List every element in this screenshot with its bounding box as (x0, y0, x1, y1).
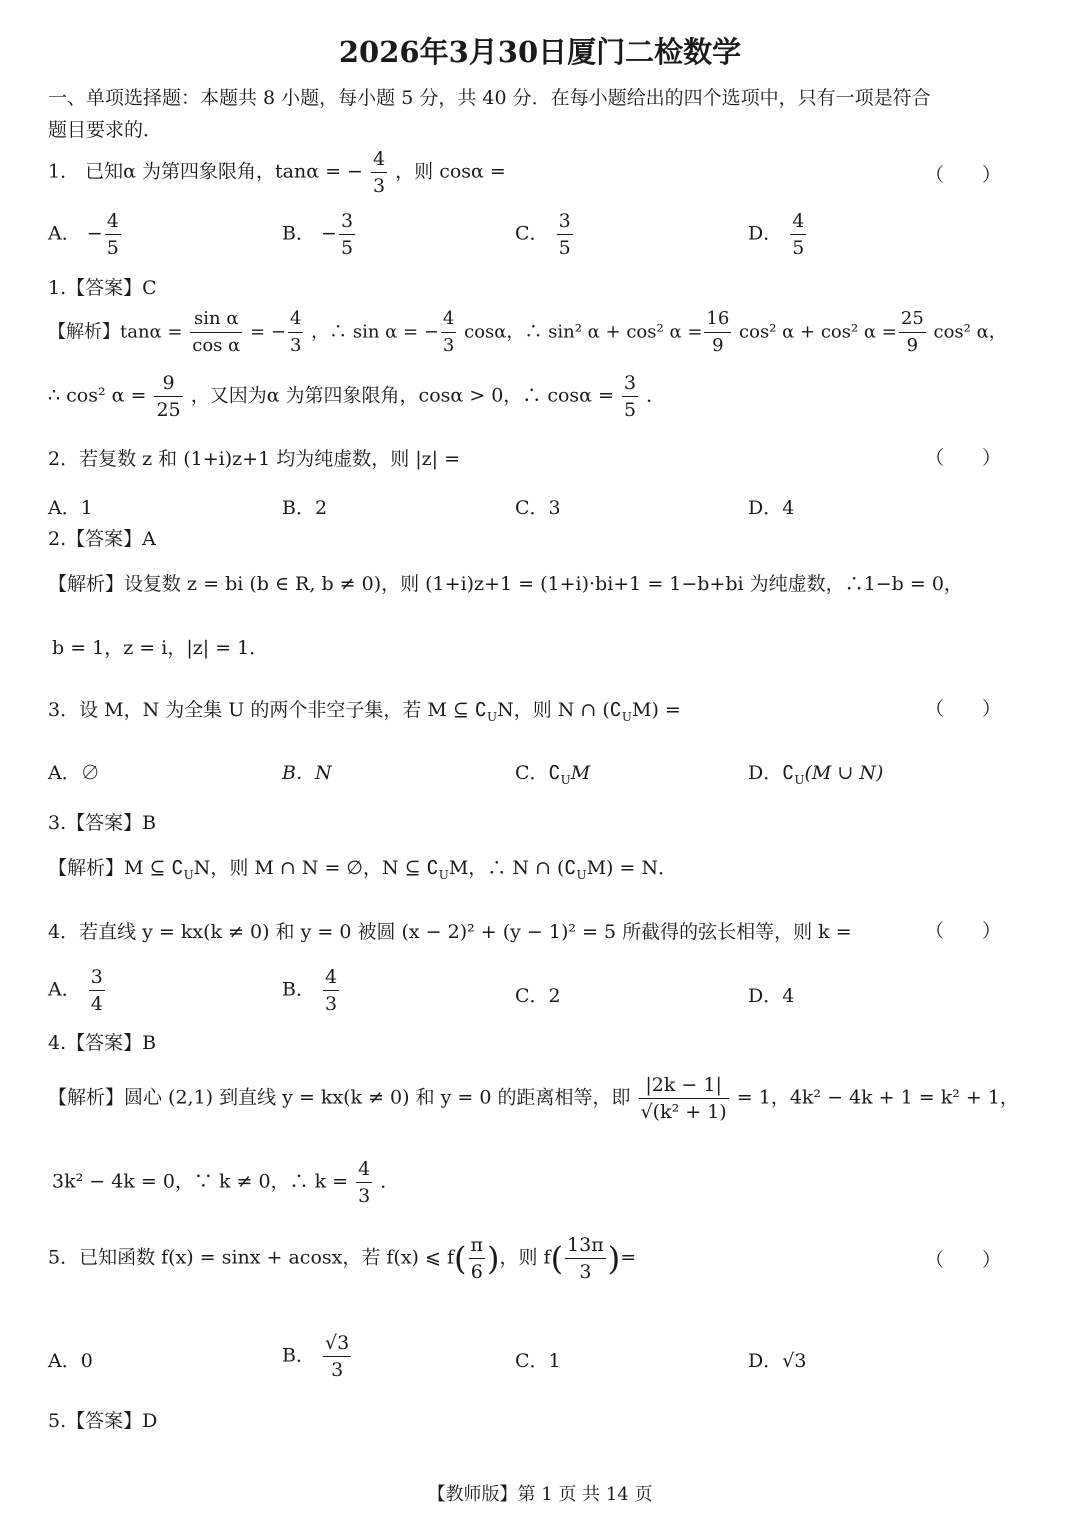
page-footer: 【教师版】第 1 页 共 14 页 (427, 1484, 653, 1505)
q5-option-a[interactable]: A．0 (48, 1350, 93, 1372)
q4-answer: 4.【答案】B (48, 1032, 157, 1054)
q1-analysis-line1: 【解析】tanα = $\frac{\text{sin α}}{\text{cos α}}$ = − $\frac{4}{3}$ ，∴ sin α = − $\frac{4}{3}$ cosα，∴ sin² α + cos² α = $\frac{16}{9}$ cos² α + cos² α = $\frac{25}{9}$ cos² α， (48, 308, 1007, 356)
q1-option-b[interactable]: B． − $\frac{3}{5}$ (282, 210, 354, 259)
q1-answer: 1.【答案】C (48, 277, 157, 299)
q4-option-a[interactable]: A． $\frac{3}{4}$ (48, 966, 103, 1015)
q1-option-a[interactable]: A． − $\frac{4}{5}$ (48, 210, 119, 259)
question-3-stem: 3．设 M，N 为全集 U 的两个非空子集，若 M ⊆ $∁_UN$，则 N ∩ $(∁_UM)$ = (48, 699, 681, 724)
q5-answer-blank: （ ） (925, 1249, 1002, 1271)
q3-option-a[interactable]: A．∅ (48, 762, 100, 784)
q3-option-c[interactable]: C．$∁_UM$ (515, 762, 591, 787)
q2-answer-blank: （ ） (925, 447, 1002, 469)
q5-option-d[interactable]: D．√3 (748, 1350, 807, 1372)
q3-analysis: 【解析】M ⊆ $∁_UN$，则 M ∩ N = ∅，N ⊆ $∁_UM$，∴ N ∩ $(∁_UM) = N$． (48, 857, 678, 882)
question-5-stem: 5．已知函数 f(x) = sinx + acosx，若 f(x) ⩽ f( $\frac{\pi}{6}$ )，则 f( $\frac{13\pi}{3}$ )= (48, 1234, 637, 1283)
q3-option-d[interactable]: D．$∁_U(M$ ∪ N) (748, 762, 884, 787)
q3-option-b[interactable]: B．N (282, 762, 332, 784)
q2-analysis-line1: 【解析】设复数 z = bi (b ∈ R, b ≠ 0)，则 (1+i)z+1 = (1+i)·bi+1 = 1−b+bi 为纯虚数，∴1−b = 0， (48, 573, 963, 595)
q2-option-c[interactable]: C．3 (515, 497, 561, 519)
q4-answer-blank: （ ） (925, 920, 1002, 942)
question-2-stem: 2．若复数 z 和 (1+i)z+1 均为纯虚数，则 |z| = (48, 448, 461, 470)
q1-analysis-line2: ∴ cos² α = $\frac{9}{25}$ ，又因为α 为第四象限角，cosα > 0，∴ cosα = $\frac{3}{5}$ ． (48, 372, 666, 421)
q1-stem-fraction: $\frac{4}{3}$ (373, 148, 386, 197)
q4-option-c[interactable]: C．2 (515, 985, 561, 1007)
q2-analysis-line2: b = 1，z = i，|z| = 1． (52, 637, 269, 659)
q3-answer-blank: （ ） (925, 698, 1002, 720)
q5-option-b[interactable]: B． $\frac{√3}{3}$ (282, 1332, 350, 1381)
question-4-stem: 4．若直线 y = kx(k ≠ 0) 和 y = 0 被圆 (x − 2)² + (y − 1)² = 5 所截得的弦长相等，则 k = (48, 921, 852, 943)
q4-analysis-line1: 【解析】圆心 (2,1) 到直线 y = kx(k ≠ 0) 和 y = 0 的距离相等，即 $\frac{|2k - 1|}{\text{√(k² + 1)}}$ = 1，4k² − 4k + 1 = k² + 1， (48, 1074, 1019, 1123)
q1-option-d[interactable]: D． $\frac{4}{5}$ (748, 210, 805, 259)
q3-answer: 3.【答案】B (48, 812, 157, 834)
q4-option-b[interactable]: B． $\frac{4}{3}$ (282, 966, 338, 1015)
q1-option-c[interactable]: C． $\frac{3}{5}$ (515, 210, 571, 259)
q4-option-d[interactable]: D．4 (748, 985, 795, 1007)
q2-option-b[interactable]: B．2 (282, 497, 328, 519)
q2-answer: 2.【答案】A (48, 528, 156, 550)
section-header-line2: 题目要求的． (48, 119, 163, 141)
page-title: 2026年3月30日厦门二检数学 (338, 35, 742, 69)
q2-option-a[interactable]: A．1 (48, 497, 93, 519)
q1-answer-blank: （ ） (925, 164, 1002, 186)
q4-analysis-line2: 3k² − 4k = 0，∵ k ≠ 0，∴ k = $\frac{4}{3}$ ． (52, 1158, 400, 1207)
q2-option-d[interactable]: D．4 (748, 497, 795, 519)
question-1-stem: 1． 已知α 为第四象限角，tanα = − $\frac{4}{3}$ ，则 cosα = (48, 148, 506, 197)
q5-option-c[interactable]: C．1 (515, 1350, 561, 1372)
q5-answer: 5.【答案】D (48, 1410, 158, 1432)
section-header: 一、单项选择题：本题共 8 小题，每小题 5 分，共 40 分．在每小题给出的四个选项中，只有一项是符合 (48, 87, 931, 109)
